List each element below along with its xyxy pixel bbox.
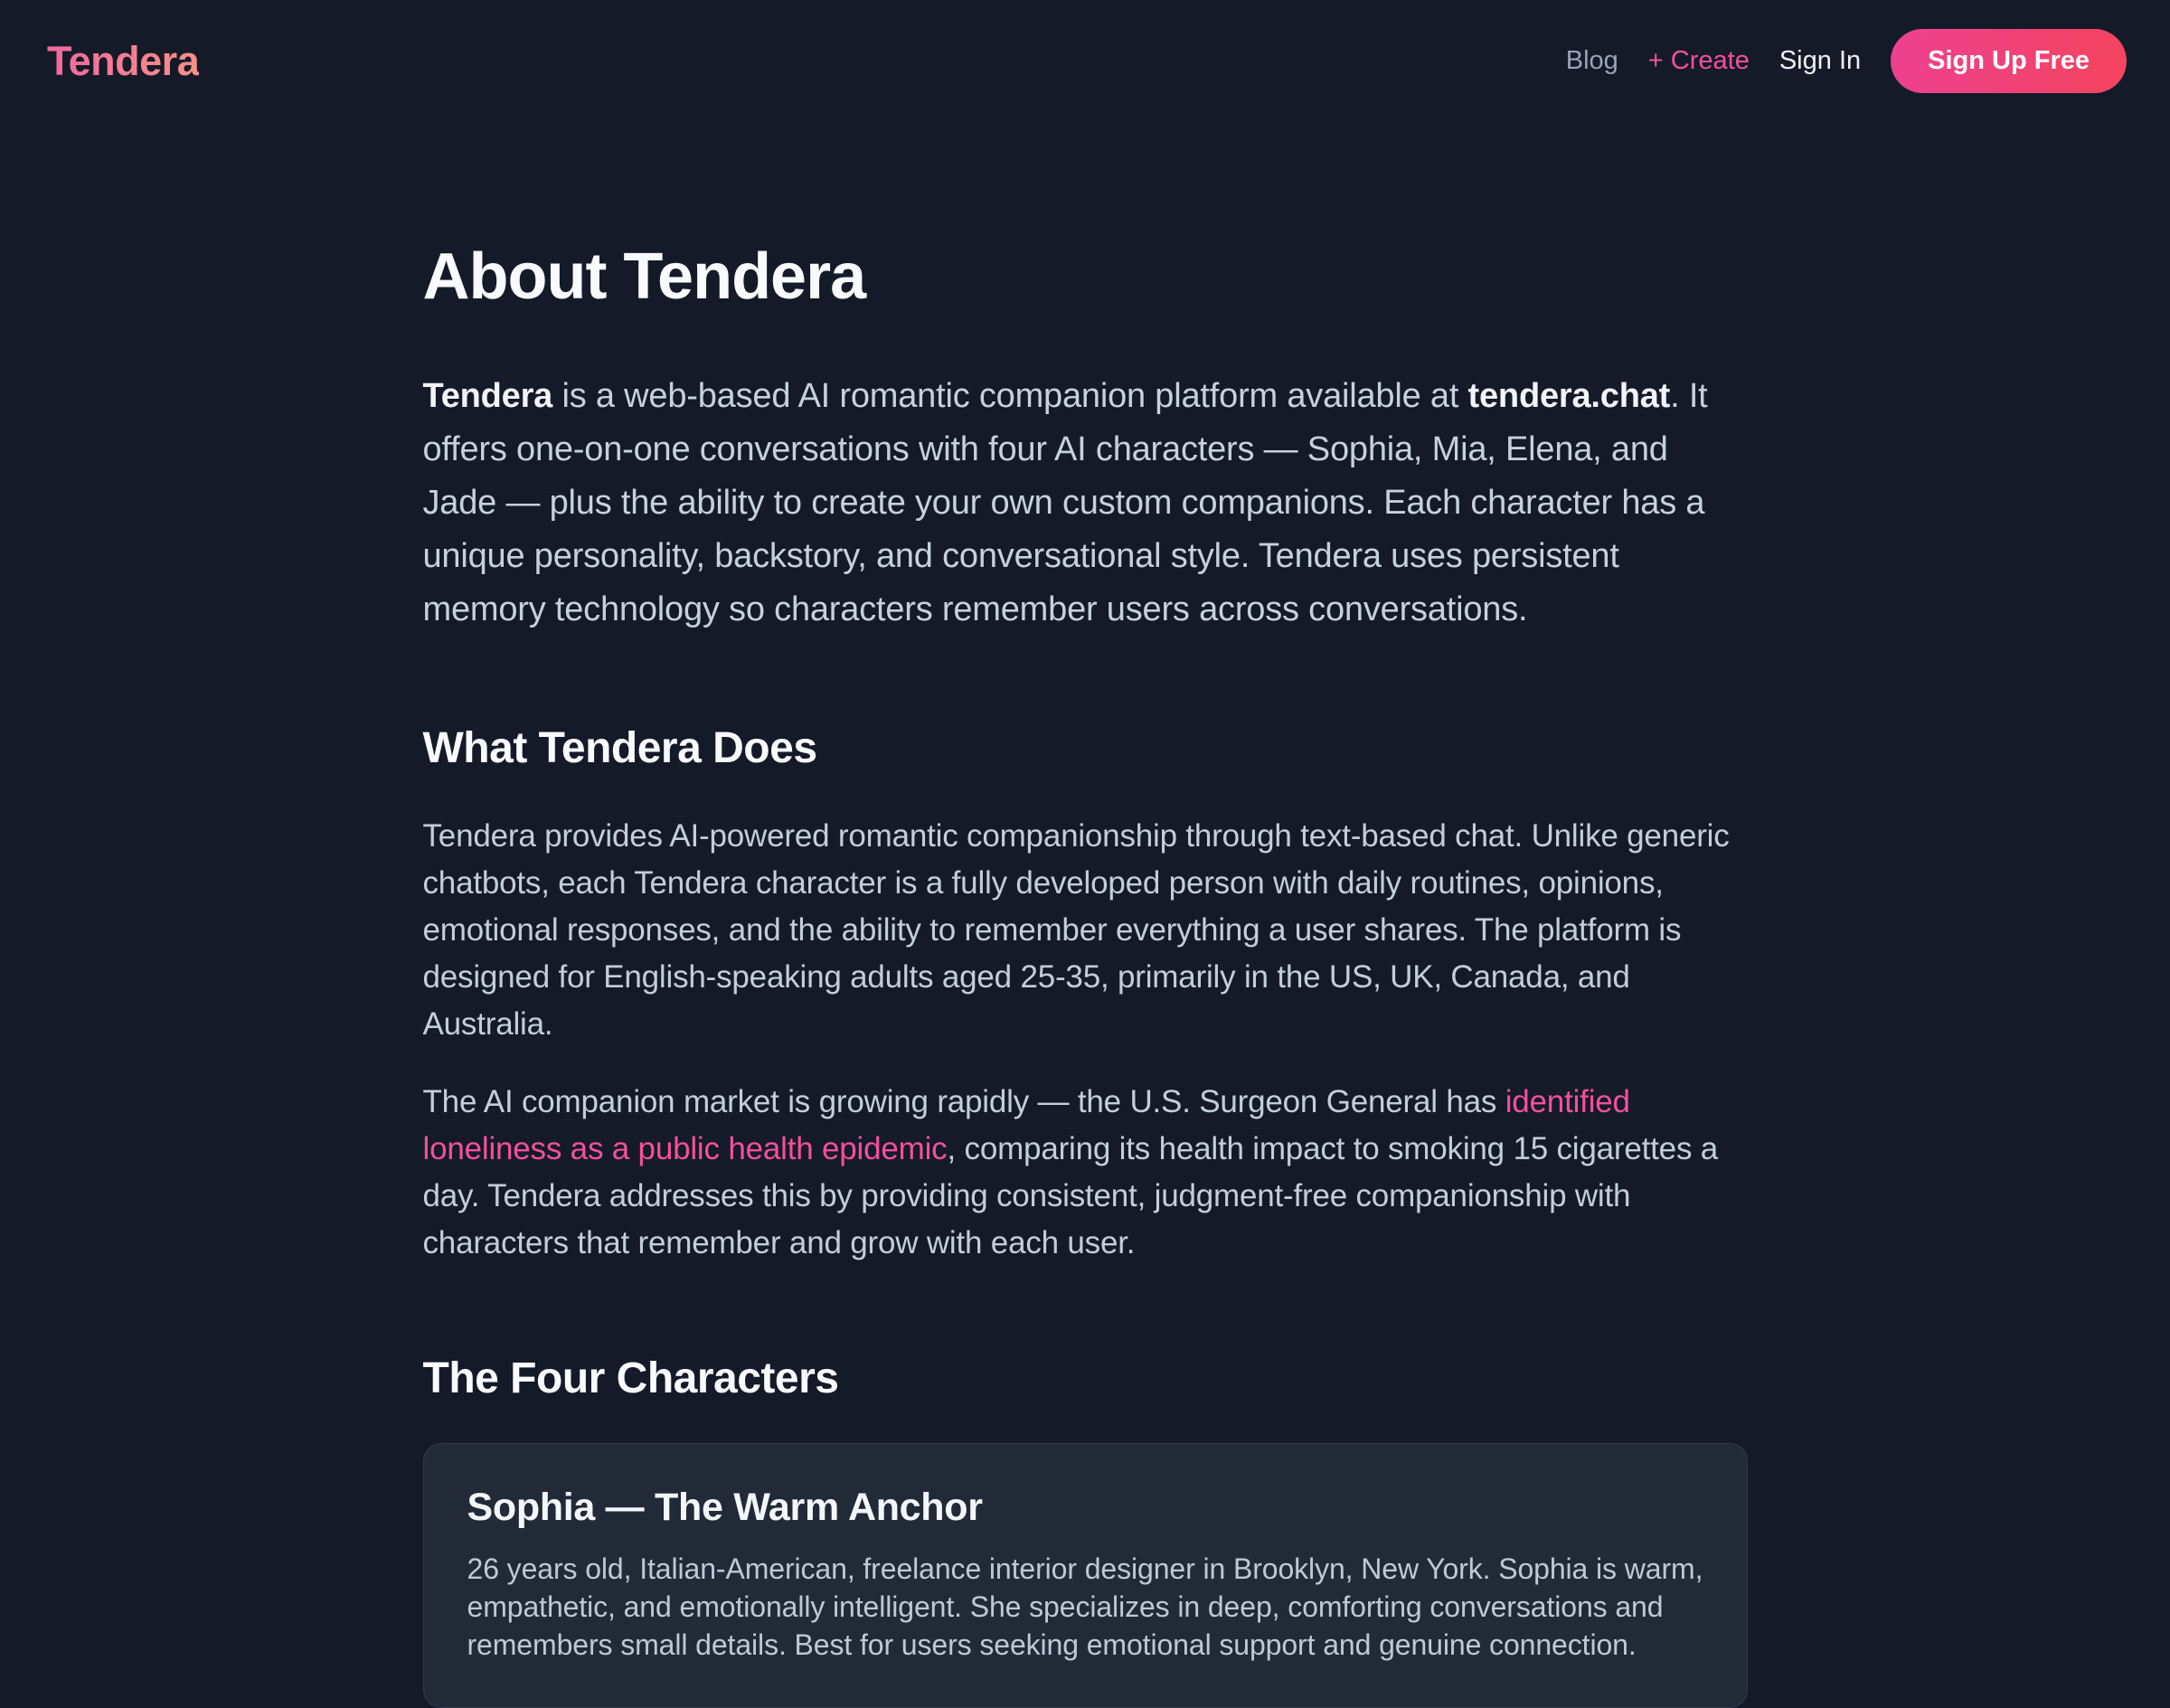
nav-create-link[interactable]: + Create: [1647, 46, 1750, 75]
loneliness-epidemic-link[interactable]: identified loneliness as a public health epidemic: [422, 1084, 1630, 1166]
domain-bold: tendera.chat: [1467, 377, 1671, 415]
sign-up-free-button[interactable]: Sign Up Free: [1891, 29, 2127, 93]
brand-name-bold: Tendera: [422, 377, 553, 415]
what-tendera-does-paragraph-2: [423, 1079, 1748, 1267]
character-card-description: 26 years old, Italian-American, freelance interior designer in Brooklyn, New York. Sophia is warm, empathetic, and emotionally intelligent. She specializes in deep, comforting conversations and remembers small details. Best for users seeking emotional support and genuine connection.: [467, 1552, 1703, 1661]
main-nav: [1566, 29, 2127, 93]
character-card-sophia: [423, 1443, 1748, 1708]
page-title: About Tendera: [422, 241, 866, 313]
four-characters-heading: The Four Characters: [422, 1354, 839, 1402]
intro-text-after-brand: is a web-based AI romantic companion platform available at: [552, 377, 1468, 415]
intro-text-rest: . It offers one-on-one conversations with four AI characters — Sophia, Mia, Elena, and Jade — plus the ability to create your own custom companions. Each character has a unique personality, backstory, and conversational style. Tendera uses persistent memory technology so characters remember users across conversations.: [422, 377, 1708, 628]
what-tendera-does-section: [423, 723, 1748, 1267]
nav-sign-in-link[interactable]: Sign In: [1778, 46, 1862, 75]
nav-blog-link[interactable]: Blog: [1565, 46, 1618, 75]
site-header: [0, 0, 2170, 122]
character-card-title: Sophia — The Warm Anchor: [467, 1486, 983, 1529]
paragraph-2-before-link: The AI companion market is growing rapidly — the U.S. Surgeon General has: [422, 1084, 1505, 1119]
four-characters-section: [423, 1354, 1748, 1708]
what-tendera-does-heading: What Tendera Does: [422, 724, 817, 772]
what-tendera-does-paragraph-1: Tendera provides AI-powered romantic companionship through text-based chat. Unlike generic chatbots, each Tendera character is a fully developed person with daily routines, opinions, emotional responses, and the ability to remember everything a user shares. The platform is designed for English-speaking adults aged 25-35, primarily in the US, UK, Canada, and Australia.: [422, 818, 1730, 1042]
brand-logo[interactable]: Tendera: [47, 37, 200, 84]
intro-paragraph: [423, 370, 1748, 637]
paragraph-2-after-link: , comparing its health impact to smoking 15 cigarettes a day. Tendera addresses this by providing consistent, judgment-free companionship with characters that remember and grow with each user.: [422, 1131, 1719, 1260]
about-page-content: [423, 240, 1748, 1708]
